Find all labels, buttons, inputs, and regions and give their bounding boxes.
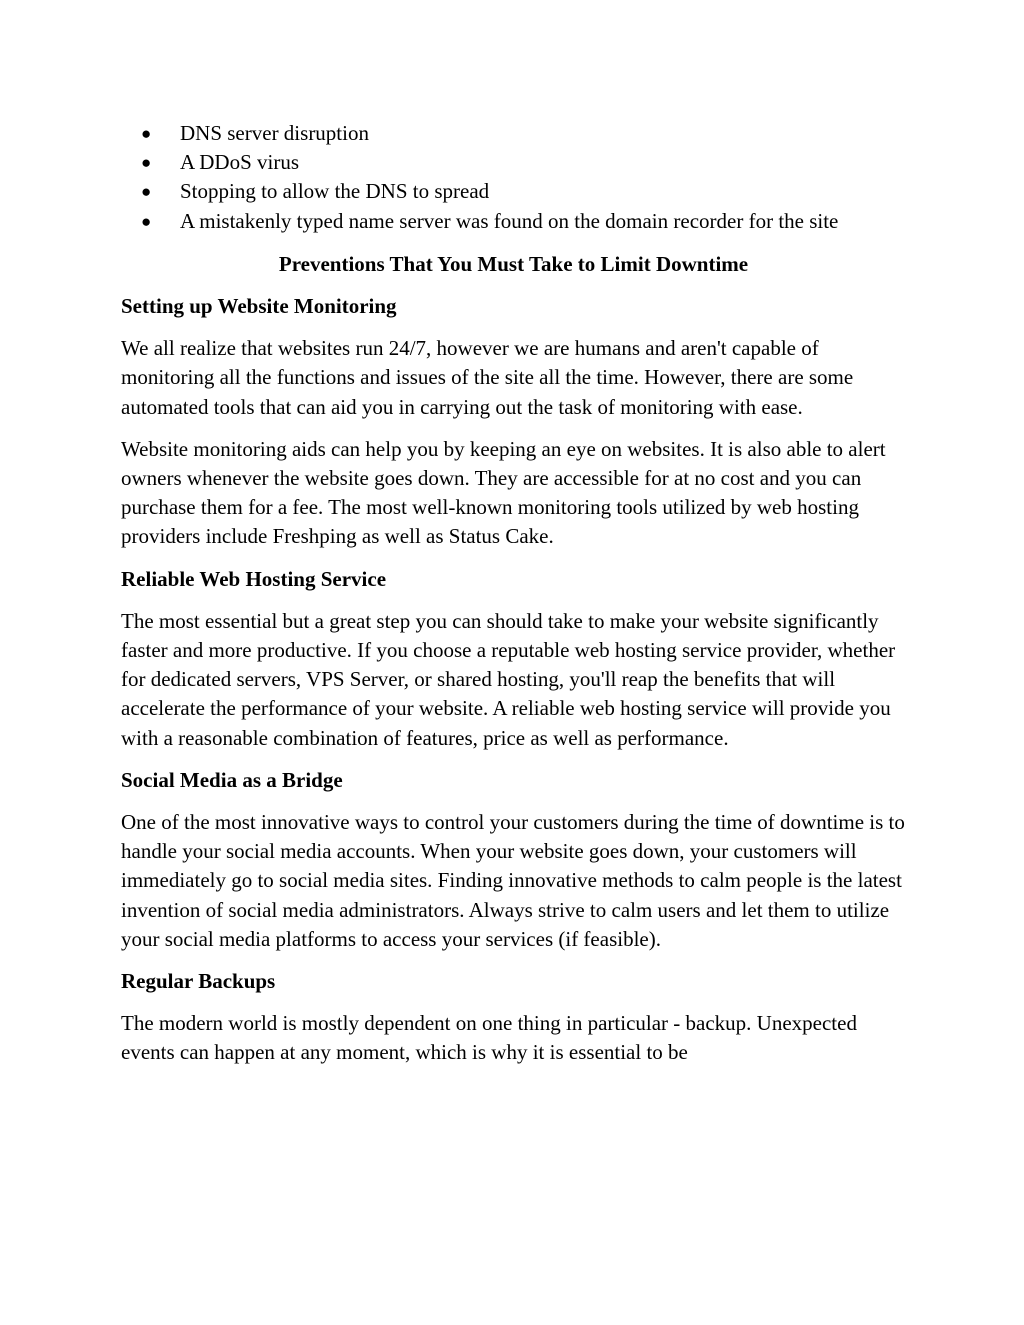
section-heading-backups: Regular Backups	[121, 969, 276, 994]
section-heading-web-hosting: Reliable Web Hosting Service	[121, 566, 387, 591]
cause-list	[121, 119, 906, 236]
list-item: ● DNS server disruption	[121, 119, 906, 148]
bullet-icon: ●	[141, 211, 152, 231]
section-heading-social-media: Social Media as a Bridge	[121, 767, 343, 792]
list-item: ● Stopping to allow the DNS to spread	[121, 177, 906, 206]
bullet-icon: ●	[141, 182, 152, 202]
list-item: ● A mistakenly typed name server was found on the domain recorder for the site	[121, 207, 906, 236]
paragraph: The most essential but a great step you can should take to make your website significantly faster and more productive. If you choose a reputable web hosting service provider, whether for dedicated servers, VPS Server, or shared hosting, you'll reap the benefits that will accelerate the performance of your website. A reliable web hosting service will provide you with a reasonable combination of features, price as well as performance.	[121, 608, 896, 750]
paragraph: We all realize that websites run 24/7, however we are humans and aren't capable of monitoring all the functions and issues of the site all the time. However, there are some automated tools that can aid you in carrying out the task of monitoring with ease.	[121, 336, 854, 419]
list-item: ● A DDoS virus	[121, 148, 906, 177]
bullet-icon: ●	[141, 124, 152, 143]
section-heading-website-monitoring: Setting up Website Monitoring	[121, 294, 397, 319]
paragraph: One of the most innovative ways to control your customers during the time of downtime is to handle your social media accounts. When your website goes down, your customers will immediately go to social media sites. Finding innovative methods to calm people is the latest invention of social media administrators. Always strive to calm users and let them to utilize your social media platforms to access your services (if feasible).	[121, 810, 905, 951]
paragraph: Website monitoring aids can help you by keeping an eye on websites. It is also able to alert owners whenever the website goes down. They are accessible for at no cost and you can purchase them for a fee. The most well-known monitoring tools utilized by web hosting providers include Freshping as well as Status Cake.	[121, 436, 886, 549]
main-heading: Preventions That You Must Take to Limit Downtime	[278, 251, 749, 276]
bullet-icon: ●	[141, 153, 152, 173]
paragraph: The modern world is mostly dependent on one thing in particular - backup. Unexpected events can happen at any moment, which is why it is essential to be	[121, 1011, 857, 1065]
document-page	[121, 119, 906, 1081]
